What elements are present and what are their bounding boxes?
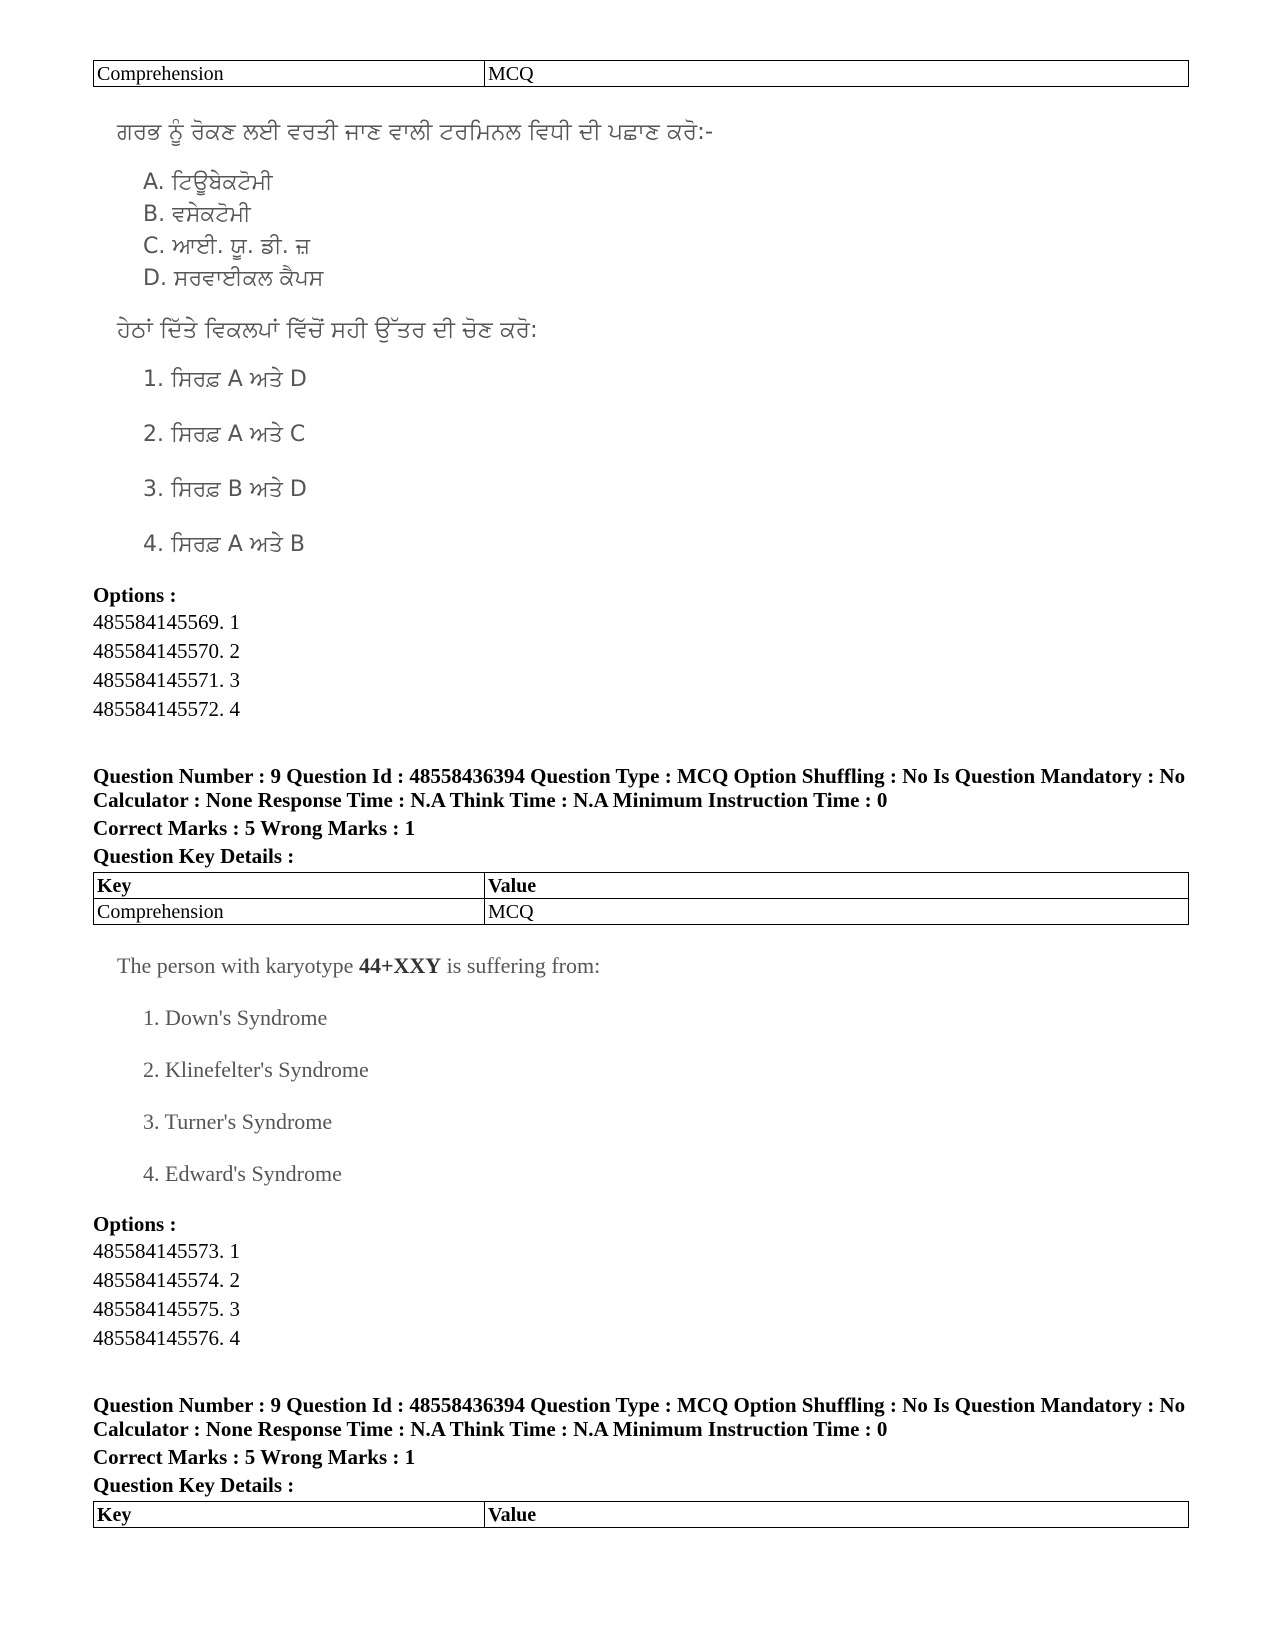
key-cell: Comprehension	[94, 61, 485, 87]
value-header: Value	[485, 1502, 1189, 1528]
question-instruction: ਹੇਠਾਂ ਦਿੱਤੇ ਵਿਕਲਪਾਂ ਵਿੱਚੋਂ ਸਹੀ ਉੱਤਰ ਦੀ ਚੋਣ ਕਰੋ:	[117, 317, 538, 343]
table-row	[94, 61, 1189, 87]
table-row	[94, 899, 1189, 925]
key-header: Key	[94, 1502, 485, 1528]
answer-item: 2. ਸਿਰਫ਼ A ਅਤੇ C	[143, 422, 306, 447]
stem-text: The person with karyotype	[117, 953, 359, 978]
options-block	[93, 582, 1189, 724]
answer-item: 4. Edward's Syndrome	[143, 1161, 342, 1186]
options-block	[93, 1211, 1189, 1353]
question-image	[117, 117, 1189, 560]
value-cell: MCQ	[485, 899, 1189, 925]
meta-line: Question Number : 9 Question Id : 48558436394 Question Type : MCQ Option Shuffling : No Is Question Mandatory : No	[93, 1393, 1186, 1417]
answer-list	[117, 365, 1189, 560]
marks-line: Correct Marks : 5 Wrong Marks : 1	[93, 816, 416, 840]
statement-item: D. ਸਰਵਾਈਕਲ ਕੈਪਸ	[143, 266, 324, 291]
answer-item: 1. ਸਿਰਫ਼ A ਅਤੇ D	[143, 367, 307, 392]
statement-list	[143, 167, 1189, 295]
stem-text: is suffering from:	[441, 953, 601, 978]
key-header: Key	[94, 873, 485, 899]
options-title: Options :	[93, 583, 177, 607]
question-key-table	[93, 60, 1189, 87]
option-item: 485584145576. 4	[93, 1326, 240, 1350]
answer-list	[117, 1003, 1189, 1189]
document-page	[93, 60, 1189, 1528]
options-title: Options :	[93, 1212, 177, 1236]
question-key-table	[93, 1501, 1189, 1528]
question-stem	[117, 951, 1189, 981]
answer-item: 3. Turner's Syndrome	[143, 1109, 333, 1134]
value-cell: MCQ	[485, 61, 1189, 87]
option-item: 485584145575. 3	[93, 1297, 240, 1321]
answer-item: 1. Down's Syndrome	[143, 1005, 328, 1030]
question-meta	[93, 764, 1189, 868]
option-item: 485584145572. 4	[93, 697, 240, 721]
table-header-row	[94, 873, 1189, 899]
answer-item: 2. Klinefelter's Syndrome	[143, 1057, 369, 1082]
option-item: 485584145573. 1	[93, 1239, 240, 1263]
statement-item: C. ਆਈ. ਯੂ. ਡੀ. ਜ਼	[143, 234, 311, 259]
question-stem: ਗਰਭ ਨੂੰ ਰੋਕਣ ਲਈ ਵਰਤੀ ਜਾਣ ਵਾਲੀ ਟਰਮਿਨਲ ਵਿਧੀ ਦੀ ਪਛਾਣ ਕਰੋ:-	[117, 119, 714, 145]
key-details-label: Question Key Details :	[93, 1473, 295, 1497]
option-item: 485584145571. 3	[93, 668, 240, 692]
question-meta	[93, 1393, 1189, 1497]
question-image	[117, 951, 1189, 1189]
meta-line: Calculator : None Response Time : N.A Think Time : N.A Minimum Instruction Time : 0	[93, 1417, 888, 1441]
karyotype-text: 44+XXY	[358, 953, 442, 978]
meta-line: Question Number : 9 Question Id : 48558436394 Question Type : MCQ Option Shuffling : No Is Question Mandatory : No	[93, 764, 1186, 788]
option-item: 485584145569. 1	[93, 610, 240, 634]
option-item: 485584145570. 2	[93, 639, 240, 663]
answer-item: 4. ਸਿਰਫ਼ A ਅਤੇ B	[143, 532, 305, 557]
key-cell: Comprehension	[94, 899, 485, 925]
value-header: Value	[485, 873, 1189, 899]
question-key-table	[93, 872, 1189, 925]
meta-line: Calculator : None Response Time : N.A Think Time : N.A Minimum Instruction Time : 0	[93, 788, 888, 812]
table-header-row	[94, 1502, 1189, 1528]
option-item: 485584145574. 2	[93, 1268, 240, 1292]
key-details-label: Question Key Details :	[93, 844, 295, 868]
answer-item: 3. ਸਿਰਫ਼ B ਅਤੇ D	[143, 477, 307, 502]
marks-line: Correct Marks : 5 Wrong Marks : 1	[93, 1445, 416, 1469]
statement-item: A. ਟਿਊਬੇਕਟੋਮੀ	[143, 170, 273, 195]
statement-item: B. ਵਸੇਕਟੋਮੀ	[143, 202, 251, 227]
